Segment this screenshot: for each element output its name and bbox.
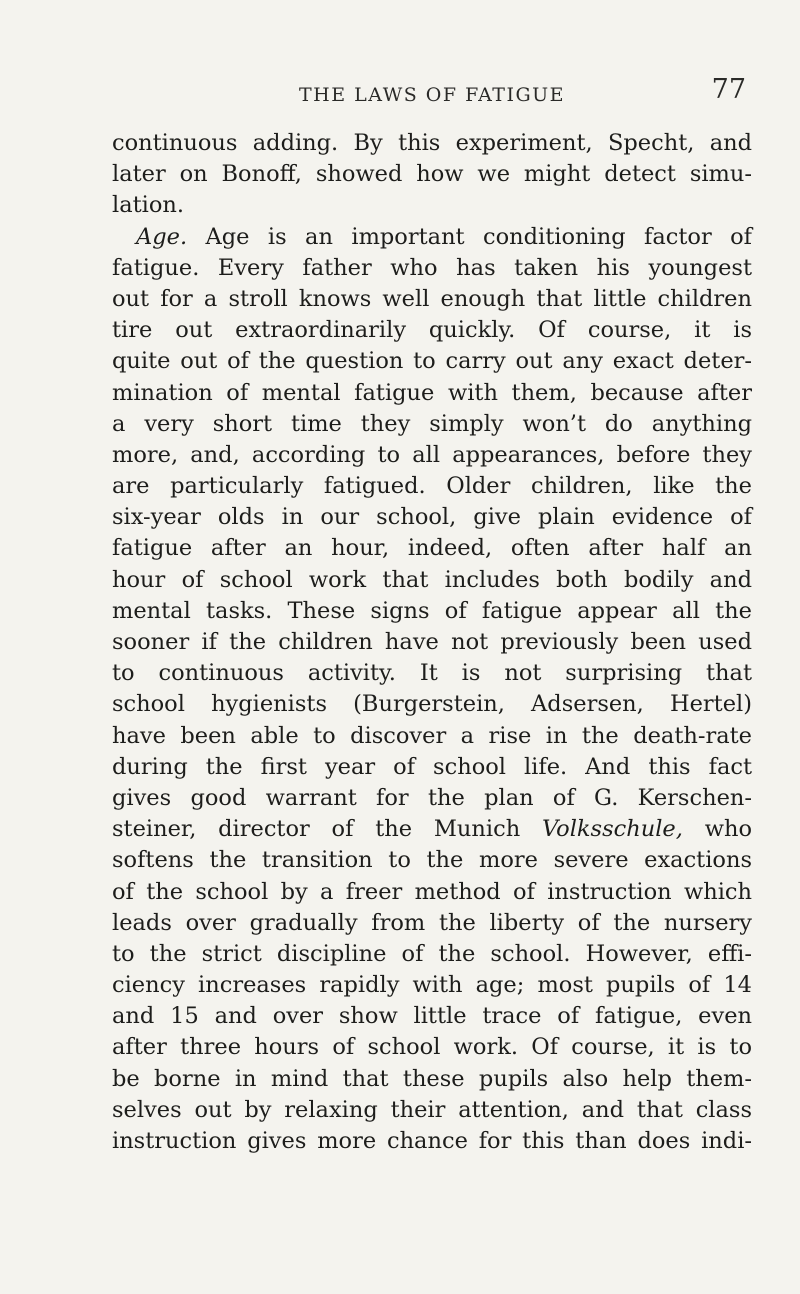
line-text: have been able to discover a rise in the death-rate: [112, 722, 752, 749]
text-line: [112, 253, 752, 284]
running-head: [112, 74, 752, 114]
text-line: [112, 315, 752, 346]
text-line: [112, 378, 752, 409]
line-text: mination of mental fatigue with them, because after: [112, 379, 752, 406]
line-text: are particularly fatigued. Older children, like the: [112, 473, 752, 500]
text-line: [112, 409, 752, 440]
text-line: [112, 533, 752, 564]
text-line: [112, 502, 752, 533]
text-line: [112, 596, 752, 627]
text-line: [112, 721, 752, 752]
text-line: [112, 471, 752, 502]
line-text: to continuous activity. It is not surprising that: [112, 660, 752, 687]
line-text: and 15 and over show little trace of fatigue, even: [112, 1003, 752, 1030]
text-line: [112, 1032, 752, 1063]
paragraph-start-line: [112, 222, 752, 253]
page-number: 77: [711, 74, 746, 105]
text-line: [112, 346, 752, 377]
line-text: instruction gives more chance for this than does indi-: [112, 1128, 752, 1154]
line-text: more, and, according to all appearances, before they: [112, 441, 752, 468]
line-text: later on Bonoff, showed how we might detect simu-: [112, 161, 752, 188]
line-text: quite out of the question to carry out any exact deter-: [112, 348, 752, 375]
line-text: gives good warrant for the plan of G. Kerschen-: [112, 784, 752, 811]
line-text: leads over gradually from the liberty of the nursery: [112, 909, 752, 936]
text-line: [112, 658, 752, 689]
text-line: [112, 1064, 752, 1095]
text-line: [112, 1126, 752, 1157]
text-line: [112, 814, 752, 845]
text-line: [112, 1001, 752, 1032]
line-text: six-year olds in our school, give plain evidence of: [112, 504, 752, 531]
line-text: mental tasks. These signs of fatigue appear all the: [112, 597, 752, 624]
line-text: out for a stroll knows well enough that little children: [112, 285, 752, 312]
text-line: [112, 845, 752, 876]
line-text: of the school by a freer method of instruction which: [112, 878, 752, 905]
line-text: sooner if the children have not previously been used: [112, 629, 752, 655]
text-line: [112, 877, 752, 908]
line-text: hour of school work that includes both bodily and: [112, 566, 752, 593]
text-line: [112, 689, 752, 720]
body-text: [112, 128, 752, 1157]
text-line: [112, 1095, 752, 1126]
text-line: [112, 908, 752, 939]
line-text: lation.: [112, 192, 185, 219]
line-text: ciency increases rapidly with age; most pupils of 14: [112, 972, 752, 999]
text-line: [112, 752, 752, 783]
text-line: [112, 128, 752, 159]
text-line: [112, 159, 752, 190]
line-text: Age is an important conditioning factor of: [187, 223, 752, 250]
line-text: be borne in mind that these pupils also help them-: [112, 1065, 752, 1092]
text-line: [112, 190, 752, 221]
text-line: [112, 939, 752, 970]
line-text: after three hours of school work. Of course, it is to: [112, 1034, 752, 1061]
section-run-in-heading: Age.: [136, 223, 188, 250]
text-line: [112, 284, 752, 315]
line-text: tire out extraordinarily quickly. Of course, it is: [112, 317, 752, 344]
italic-term: Volksschule,: [542, 816, 683, 843]
line-text: school hygienists (Burgerstein, Adsersen, Hertel): [112, 691, 752, 718]
line-text: selves out by relaxing their attention, and that class: [112, 1096, 752, 1123]
text-line: [112, 440, 752, 471]
line-text: continuous adding. By this experiment, Specht, and: [112, 130, 752, 156]
line-text: a very short time they simply won’t do anything: [112, 410, 752, 437]
line-text: who: [682, 816, 753, 843]
line-text: steiner, director of the Munich: [112, 816, 542, 843]
text-line: [112, 783, 752, 814]
text-line: [112, 565, 752, 596]
line-text: softens the transition to the more severe exactions: [112, 847, 752, 874]
line-text: to the strict discipline of the school. However, effi-: [112, 940, 752, 967]
running-title: THE LAWS OF FATIGUE: [298, 84, 566, 106]
line-text: fatigue after an hour, indeed, often after half an: [112, 535, 752, 562]
line-text: fatigue. Every father who has taken his youngest: [112, 254, 752, 281]
line-text: during the first year of school life. And this fact: [112, 753, 752, 780]
text-line: [112, 627, 752, 658]
text-line: [112, 970, 752, 1001]
